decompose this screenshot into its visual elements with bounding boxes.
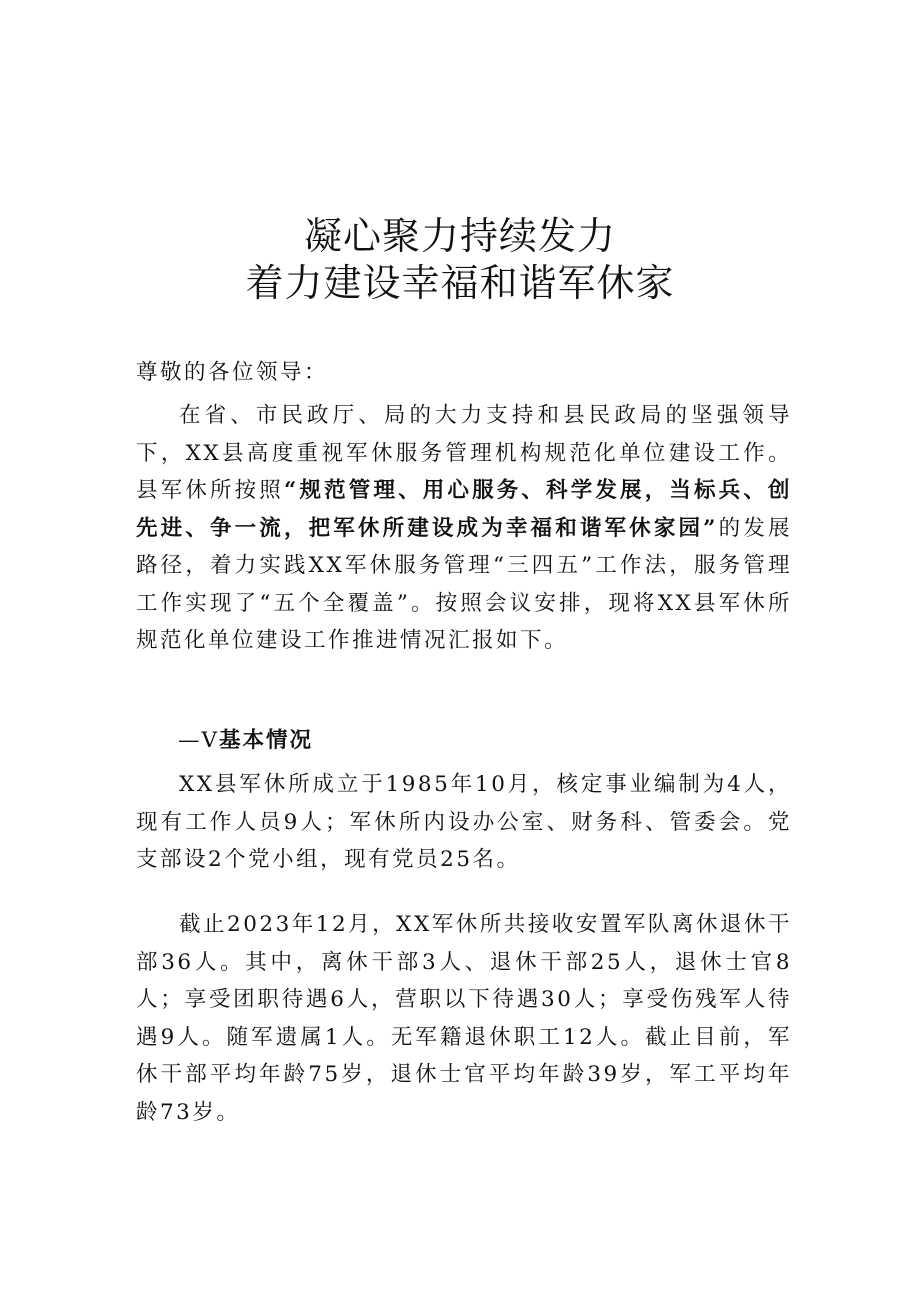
salutation: 尊敬的各位领导：: [136, 360, 329, 385]
paragraph-intro-text-1: 在省、市民政厅、局的大力支持和县民政局的坚强领导下，XX县高度重视军休服务管理机构规范化单位建设工作。县军休所按照: [136, 403, 792, 503]
section-heading-number: —V: [178, 728, 220, 753]
paragraph-intro-text-2: 的发展路径，着力实践XX军休服务管理“三四五”工作法，服务管理工作实现了“五个全覆盖”。按照会议安排，现将XX县军休所规范化单位建设工作推进情况汇报如下。: [136, 515, 792, 653]
paragraph-basic-info: XX县军休所成立于1985年10月，核定事业编制为4人，现有工作人员9人；军休所内设办公室、财务科、管委会。党支部设2个党小组，现有党员25名。: [136, 772, 792, 872]
paragraph-statistics: 截止2023年12月，XX军休所共接收安置军队离休退休干部36人。其中，离休干部3人、退休干部25人，退休士官8人；享受团职待遇6人，营职以下待遇30人；享受伤残军人待遇9人。随军遗属1人。无军籍退休职工12人。截止目前，军休干部平均年龄75岁，退休士官平均年龄39岁，军工平均年龄73岁。: [136, 912, 792, 1125]
section-heading-text: 基本情况: [219, 728, 314, 753]
section-heading: [178, 722, 313, 760]
paragraph-intro: [136, 397, 792, 660]
document-title-line-1: 凝心聚力持续发力: [303, 214, 616, 258]
document-title-line-2: 着力建设幸福和谐军休家: [245, 261, 675, 305]
paragraph-intro-bold-slogan: “规范管理、用心服务、科学发展，当标兵、创先进、争一流，把军休所建设成为幸福和谐军休家园”: [136, 478, 792, 541]
